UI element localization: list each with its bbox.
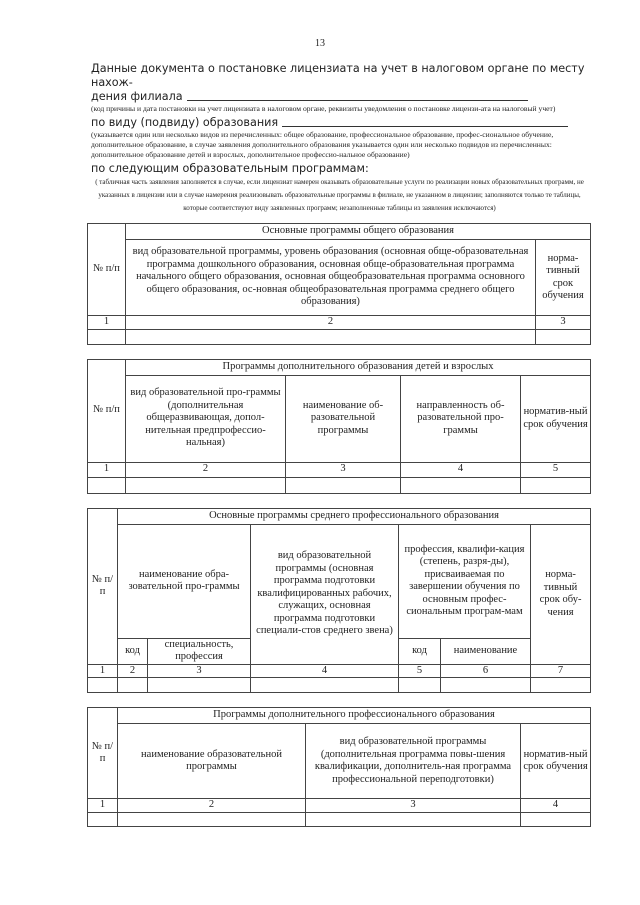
col-num: 4 (401, 462, 521, 477)
table-title: Программы дополнительного профессионального образования (118, 708, 591, 724)
page-content (87, 62, 592, 841)
intro (87, 62, 592, 176)
col-program-kind-header: вид образовательной программы (основная программа подготовки квалифицированных рабочих, служащих, основная программа подготовки специали-стов среднего звена) (251, 524, 399, 664)
education-kind-field[interactable] (282, 116, 568, 127)
branch-tax-label: Данные документа о постановке лицензиата на учет в налоговом органе по месту нахож- (91, 62, 585, 89)
cell[interactable] (118, 678, 148, 693)
col-header: наименование об-разовательной программы (286, 375, 401, 462)
col-qual-name-header: наименование (441, 638, 531, 664)
col-num: 1 (88, 664, 118, 678)
col-num: 3 (306, 799, 521, 813)
col-number-header: № п/п (88, 708, 118, 799)
col-term-header: норма-тивный срок обучения (536, 240, 591, 316)
col-number-header: № п/п (88, 359, 126, 462)
table-title: Основные программы общего образования (126, 224, 591, 240)
col-specialty-header: специальность, профессия (148, 638, 251, 664)
cell[interactable] (126, 329, 536, 344)
col-code-header: код (118, 638, 148, 664)
col-num: 6 (441, 664, 531, 678)
table-row (88, 477, 591, 493)
col-num: 3 (148, 664, 251, 678)
programs-label: по следующим образовательным программам: (91, 162, 369, 175)
cell[interactable] (118, 812, 306, 826)
table-row (88, 812, 591, 826)
col-number-header: № п/п (88, 224, 126, 316)
col-num: 4 (521, 799, 591, 813)
col-qual-code-header: код (399, 638, 441, 664)
col-num: 3 (536, 316, 591, 330)
col-num: 2 (126, 316, 536, 330)
col-num: 7 (531, 664, 591, 678)
col-header: норматив-ный срок обучения (521, 724, 591, 799)
page-number: 13 (315, 38, 325, 49)
col-qualification-header: профессия, квалифи-кация (степень, разря-ды), присваиваемая по завершении обучения по основным профес-сиональным програм-мам (399, 524, 531, 638)
cell[interactable] (441, 678, 531, 693)
col-number-header: № п/п (88, 508, 118, 664)
col-num: 1 (88, 316, 126, 330)
branch-tax-label-cont: дения филиала (91, 90, 183, 103)
table-note: ( табличная часть заявления заполняется в случае, если лицензиат намерен оказывать образовательные услуги по реализации новых образовательных программ, не указанных в лицензии или в случае намерения реализовывать образовательные программы в филиале, не указанном в лицензии; заполняются только те таблицы, которые соответствуют виду заявленных программ; незаполненные таблицы из заявления исключаются) (95, 178, 584, 212)
cell[interactable] (286, 477, 401, 493)
col-term-header: норма-тивный срок обу-чения (531, 524, 591, 664)
cell[interactable] (88, 812, 118, 826)
col-num: 1 (88, 462, 126, 477)
branch-tax-hint: (код причины и дата постановки на учет лицензиата в налоговом органе, реквизиты уведомления о постановке лицензи-ата на налоговый учет) (91, 104, 556, 113)
cell[interactable] (88, 477, 126, 493)
cell[interactable] (126, 477, 286, 493)
col-header: вид образовательной про-граммы (дополнительная общеразвивающая, допол-нительная предпрофессио-нальная) (126, 375, 286, 462)
cell[interactable] (88, 678, 118, 693)
table-row (88, 678, 591, 693)
education-kind-label: по виду (подвиду) образования (91, 116, 279, 129)
education-kind-hint: (указывается один или несколько видов из перечисленных: общее образование, профессиональное образование, профес-сиональное обучение, дополнительное образование, в случае заявления дополнительного образования указывается один или несколько подвидов из перечисленных: дополнительное образование детей и взрослых, дополнительное профессио-нальное образование) (91, 130, 554, 159)
col-num: 1 (88, 799, 118, 813)
col-program-name-header: наименование обра-зовательной про-граммы (118, 524, 251, 638)
col-num: 3 (286, 462, 401, 477)
col-header: наименование образовательной программы (118, 724, 306, 799)
branch-tax-line (91, 90, 592, 104)
col-header: норматив-ный срок обучения (521, 375, 591, 462)
col-num: 2 (118, 799, 306, 813)
cell[interactable] (399, 678, 441, 693)
col-header: вид образовательной программы (дополнительная программа повы-шения квалификации, дополнитель-ная программа профессиональной переподготовки) (306, 724, 521, 799)
table-title: Программы дополнительного образования детей и взрослых (126, 359, 591, 375)
additional-professional-table (87, 707, 591, 827)
table-row (88, 329, 591, 344)
cell[interactable] (88, 329, 126, 344)
cell[interactable] (401, 477, 521, 493)
cell[interactable] (251, 678, 399, 693)
branch-tax-field[interactable] (187, 90, 528, 101)
col-num: 2 (126, 462, 286, 477)
education-kind-line (91, 116, 592, 130)
vocational-education-table (87, 508, 591, 694)
general-education-table (87, 223, 591, 345)
col-num: 5 (399, 664, 441, 678)
table-title: Основные программы среднего профессионального образования (118, 508, 591, 524)
cell[interactable] (148, 678, 251, 693)
cell[interactable] (306, 812, 521, 826)
col-program-kind-header: вид образовательной программы, уровень образования (основная обще-образовательная программа дошкольного образования, основная обще-образовательная программа начального общего образования, основная общеобразовательная программа основного общего образования, ос-новная общеобразовательная программа среднего общего образования) (126, 240, 536, 316)
cell[interactable] (521, 477, 591, 493)
col-num: 2 (118, 664, 148, 678)
cell[interactable] (531, 678, 591, 693)
col-header: направленность об-разовательной про-граммы (401, 375, 521, 462)
cell[interactable] (536, 329, 591, 344)
col-num: 4 (251, 664, 399, 678)
additional-education-table (87, 359, 591, 494)
col-num: 5 (521, 462, 591, 477)
cell[interactable] (521, 812, 591, 826)
